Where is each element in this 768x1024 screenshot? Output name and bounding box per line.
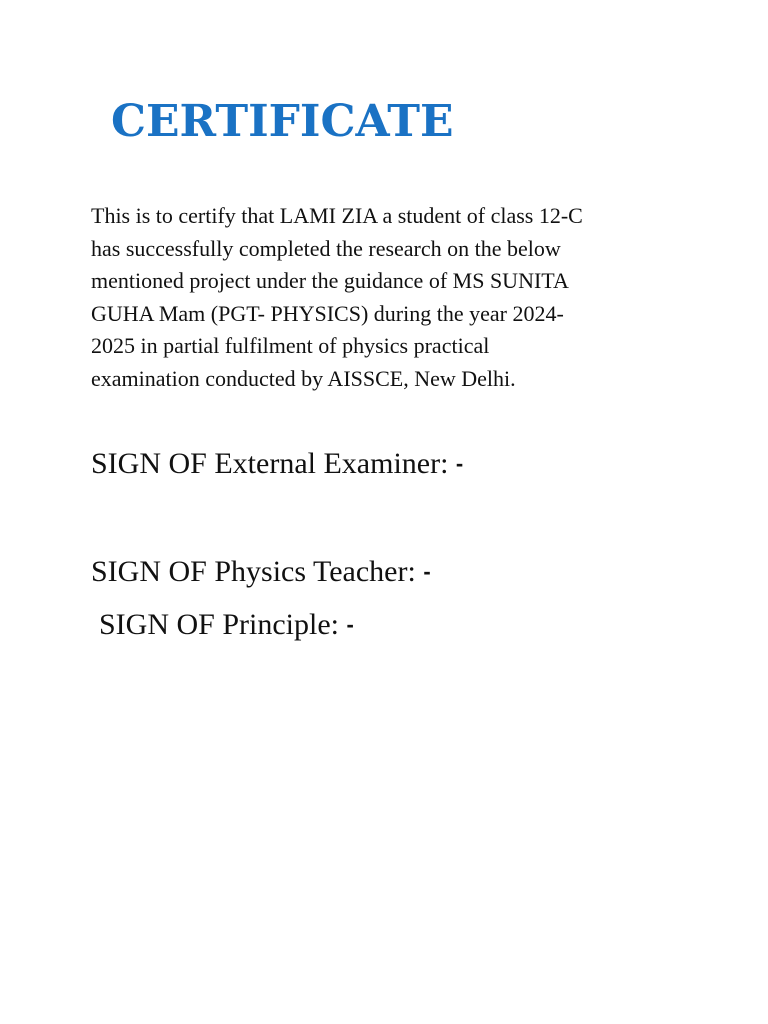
principle-label: SIGN OF Principle: (99, 608, 339, 641)
body-line: 2025 in partial fulfilment of physics practical (91, 333, 490, 359)
body-line: examination conducted by AISSCE, New Delhi. (91, 365, 516, 391)
body-line: GUHA Mam (PGT- PHYSICS) during the year 2024- (91, 300, 564, 326)
body-line: mentioned project under the guidance of MS SUNITA (91, 268, 569, 294)
principle-signature-line (99, 605, 354, 645)
external-examiner-label: SIGN OF External Examiner: (91, 447, 449, 480)
body-line: This is to certify that LAMI ZIA a student of class 12-C (91, 203, 583, 228)
physics-teacher-separator: - (423, 559, 431, 584)
certificate-body (91, 200, 691, 396)
page-title: CERTIFICATE (111, 96, 454, 147)
external-examiner-signature-line (91, 444, 463, 484)
physics-teacher-label: SIGN OF Physics Teacher: (91, 555, 416, 588)
external-examiner-separator: - (455, 451, 464, 476)
physics-teacher-signature-line (91, 552, 431, 592)
body-line: has successfully completed the research on the below (91, 235, 561, 261)
principle-separator: - (346, 612, 354, 637)
